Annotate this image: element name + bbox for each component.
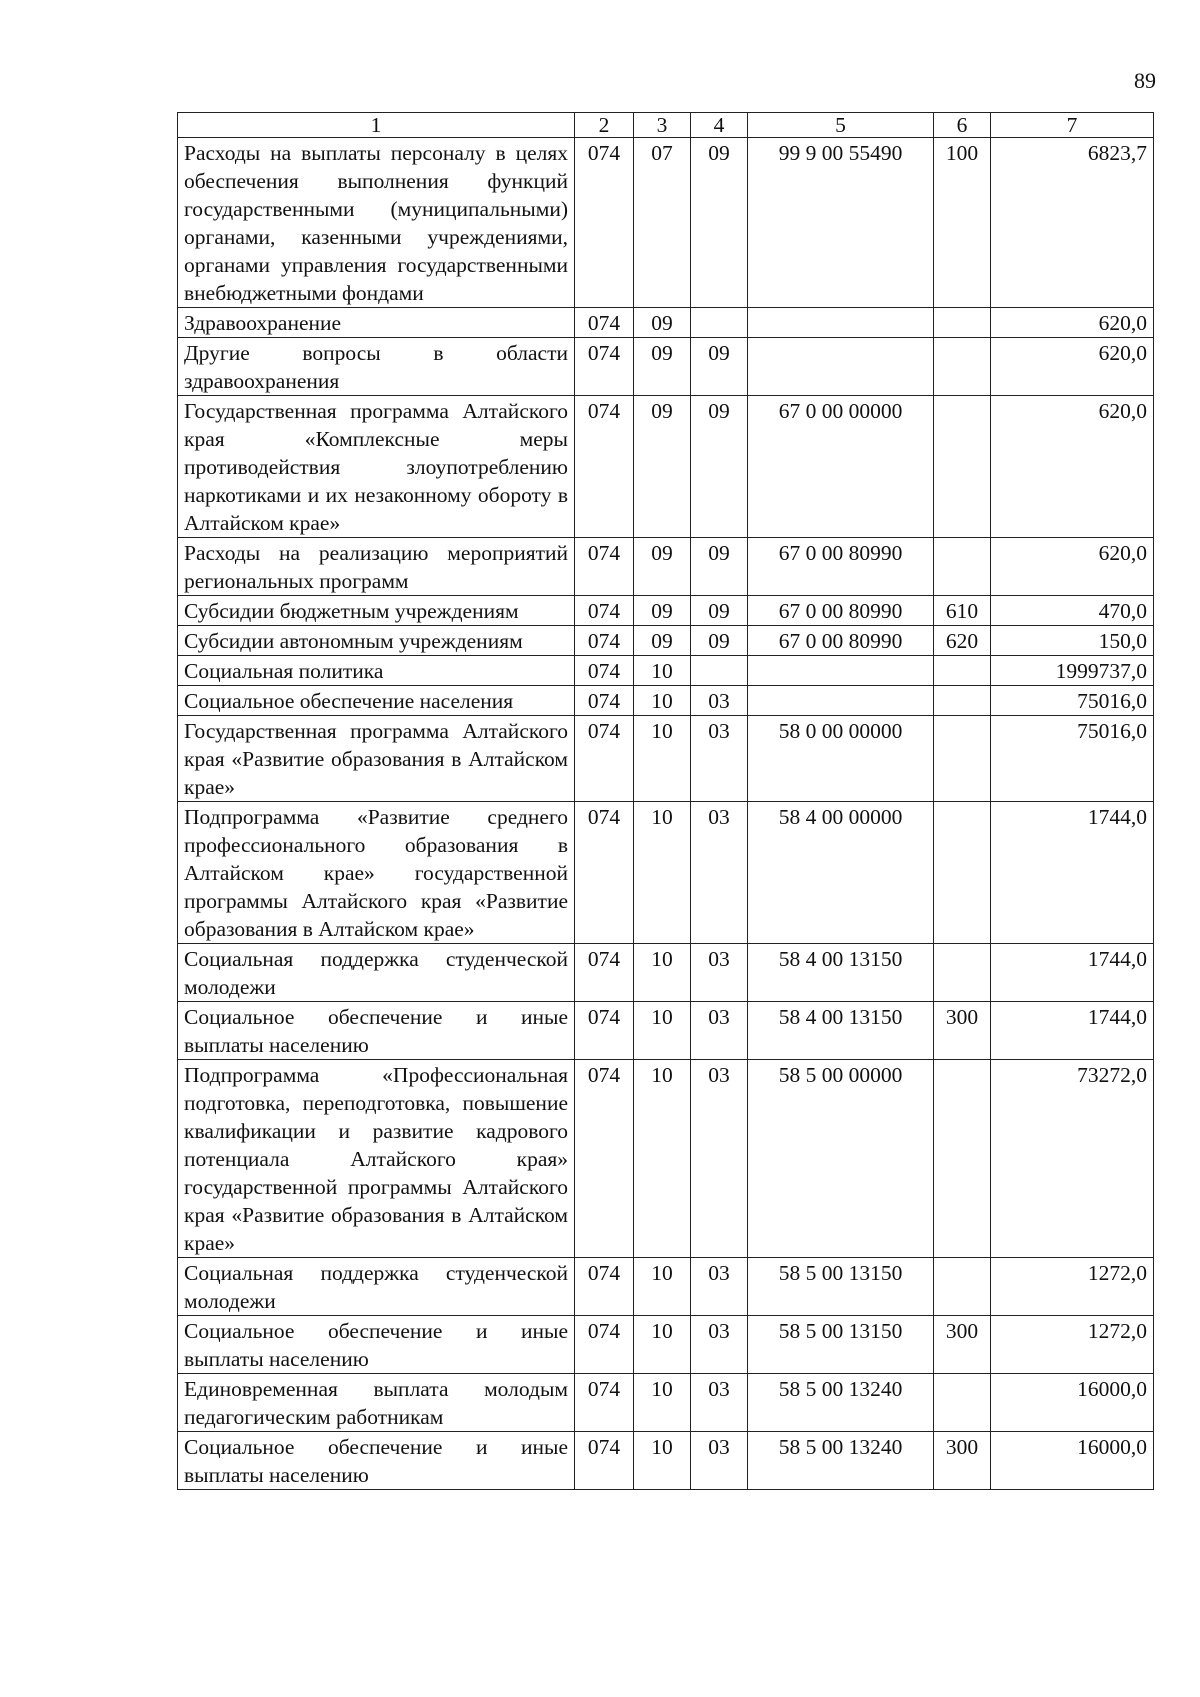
target-article-code: 58 5 00 13150 <box>748 1316 934 1374</box>
grbs-code: 074 <box>575 1432 634 1490</box>
header-cell: 4 <box>691 113 748 138</box>
expense-type-code <box>934 308 991 338</box>
table-row <box>178 538 1154 596</box>
section-code: 10 <box>634 1432 691 1490</box>
target-article-code: 58 4 00 00000 <box>748 802 934 944</box>
grbs-code: 074 <box>575 1316 634 1374</box>
grbs-code: 074 <box>575 138 634 308</box>
expense-name: Социальная поддержка студенческой молодежи <box>178 944 575 1002</box>
table-row <box>178 1060 1154 1258</box>
expense-name: Расходы на выплаты персоналу в целях обеспечения выполнения функций государственными (муниципальными) органами, казенными учреждениями, органами управления государственными внебюджетными фондами <box>178 138 575 308</box>
target-article-code: 67 0 00 80990 <box>748 626 934 656</box>
grbs-code: 074 <box>575 1060 634 1258</box>
grbs-code: 074 <box>575 396 634 538</box>
expense-name: Социальное обеспечение и иные выплаты населению <box>178 1432 575 1490</box>
table-row <box>178 138 1154 308</box>
header-row <box>178 113 1154 138</box>
amount: 470,0 <box>991 596 1154 626</box>
target-article-code: 58 5 00 13150 <box>748 1258 934 1316</box>
expense-type-code: 100 <box>934 138 991 308</box>
target-article-code <box>748 308 934 338</box>
target-article-code: 67 0 00 00000 <box>748 396 934 538</box>
section-code: 09 <box>634 308 691 338</box>
header-cell: 6 <box>934 113 991 138</box>
subsection-code: 09 <box>691 138 748 308</box>
section-code: 10 <box>634 944 691 1002</box>
subsection-code: 09 <box>691 538 748 596</box>
amount: 150,0 <box>991 626 1154 656</box>
amount: 1744,0 <box>991 944 1154 1002</box>
expense-name: Государственная программа Алтайского края «Комплексные меры противодействия злоупотреблению наркотиками и их незаконному обороту в Алтайском крае» <box>178 396 575 538</box>
expense-type-code <box>934 686 991 716</box>
amount: 620,0 <box>991 308 1154 338</box>
subsection-code: 03 <box>691 1316 748 1374</box>
table-row <box>178 308 1154 338</box>
subsection-code: 03 <box>691 1002 748 1060</box>
grbs-code: 074 <box>575 686 634 716</box>
expense-name: Субсидии автономным учреждениям <box>178 626 575 656</box>
table-row <box>178 1316 1154 1374</box>
expense-type-code <box>934 802 991 944</box>
subsection-code: 03 <box>691 1060 748 1258</box>
amount: 1272,0 <box>991 1258 1154 1316</box>
section-code: 10 <box>634 1060 691 1258</box>
subsection-code <box>691 656 748 686</box>
section-code: 09 <box>634 538 691 596</box>
expense-name: Подпрограмма «Развитие среднего профессионального образования в Алтайском крае» государственной программы Алтайского края «Развитие образования в Алтайском крае» <box>178 802 575 944</box>
table-row <box>178 656 1154 686</box>
expense-type-code <box>934 1060 991 1258</box>
header-cell: 5 <box>748 113 934 138</box>
target-article-code <box>748 338 934 396</box>
table-row <box>178 1258 1154 1316</box>
header-cell: 3 <box>634 113 691 138</box>
grbs-code: 074 <box>575 626 634 656</box>
expense-type-code: 620 <box>934 626 991 656</box>
expense-name: Государственная программа Алтайского края «Развитие образования в Алтайском крае» <box>178 716 575 802</box>
expense-name: Социальная политика <box>178 656 575 686</box>
table-row <box>178 1374 1154 1432</box>
expense-name: Социальное обеспечение населения <box>178 686 575 716</box>
expense-type-code: 300 <box>934 1316 991 1374</box>
header-cell: 7 <box>991 113 1154 138</box>
expense-type-code <box>934 944 991 1002</box>
target-article-code: 58 0 00 00000 <box>748 716 934 802</box>
subsection-code: 03 <box>691 802 748 944</box>
subsection-code: 03 <box>691 1258 748 1316</box>
grbs-code: 074 <box>575 1374 634 1432</box>
section-code: 10 <box>634 1316 691 1374</box>
amount: 16000,0 <box>991 1432 1154 1490</box>
target-article-code: 58 4 00 13150 <box>748 1002 934 1060</box>
expense-type-code <box>934 716 991 802</box>
section-code: 10 <box>634 686 691 716</box>
amount: 620,0 <box>991 396 1154 538</box>
expense-type-code <box>934 1374 991 1432</box>
grbs-code: 074 <box>575 944 634 1002</box>
amount: 6823,7 <box>991 138 1154 308</box>
grbs-code: 074 <box>575 338 634 396</box>
expense-name: Социальное обеспечение и иные выплаты населению <box>178 1316 575 1374</box>
grbs-code: 074 <box>575 1002 634 1060</box>
subsection-code: 03 <box>691 944 748 1002</box>
table-row <box>178 596 1154 626</box>
grbs-code: 074 <box>575 308 634 338</box>
subsection-code: 03 <box>691 716 748 802</box>
amount: 1272,0 <box>991 1316 1154 1374</box>
expense-type-code: 300 <box>934 1432 991 1490</box>
section-code: 10 <box>634 716 691 802</box>
table-row <box>178 802 1154 944</box>
expense-type-code <box>934 1258 991 1316</box>
grbs-code: 074 <box>575 1258 634 1316</box>
section-code: 10 <box>634 656 691 686</box>
expense-name: Расходы на реализацию мероприятий региональных программ <box>178 538 575 596</box>
header-cell: 1 <box>178 113 575 138</box>
expense-name: Другие вопросы в области здравоохранения <box>178 338 575 396</box>
table-body <box>178 138 1154 1490</box>
amount: 75016,0 <box>991 686 1154 716</box>
section-code: 09 <box>634 626 691 656</box>
grbs-code: 074 <box>575 716 634 802</box>
section-code: 10 <box>634 1374 691 1432</box>
table-row <box>178 716 1154 802</box>
table-row <box>178 626 1154 656</box>
expense-type-code: 610 <box>934 596 991 626</box>
table-row <box>178 1432 1154 1490</box>
expense-name: Здравоохранение <box>178 308 575 338</box>
section-code: 09 <box>634 338 691 396</box>
subsection-code: 03 <box>691 686 748 716</box>
amount: 620,0 <box>991 538 1154 596</box>
expense-type-code <box>934 338 991 396</box>
target-article-code <box>748 686 934 716</box>
target-article-code <box>748 656 934 686</box>
amount: 1744,0 <box>991 1002 1154 1060</box>
expense-name: Подпрограмма «Профессиональная подготовка, переподготовка, повышение квалификации и развитие кадрового потенциала Алтайского края» государственной программы Алтайского края «Развитие образования в Алтайском крае» <box>178 1060 575 1258</box>
table-row <box>178 396 1154 538</box>
subsection-code: 03 <box>691 1374 748 1432</box>
table-row <box>178 338 1154 396</box>
target-article-code: 58 4 00 13150 <box>748 944 934 1002</box>
section-code: 07 <box>634 138 691 308</box>
table-header <box>178 113 1154 138</box>
page-number: 89 <box>1134 68 1156 93</box>
section-code: 09 <box>634 596 691 626</box>
section-code: 09 <box>634 396 691 538</box>
expense-type-code: 300 <box>934 1002 991 1060</box>
subsection-code: 09 <box>691 338 748 396</box>
budget-table <box>177 112 1154 1490</box>
subsection-code: 09 <box>691 596 748 626</box>
amount: 1744,0 <box>991 802 1154 944</box>
target-article-code: 58 5 00 13240 <box>748 1432 934 1490</box>
grbs-code: 074 <box>575 596 634 626</box>
section-code: 10 <box>634 1002 691 1060</box>
expense-type-code <box>934 538 991 596</box>
header-cell: 2 <box>575 113 634 138</box>
expense-name: Социальная поддержка студенческой молодежи <box>178 1258 575 1316</box>
subsection-code: 03 <box>691 1432 748 1490</box>
section-code: 10 <box>634 1258 691 1316</box>
expense-type-code <box>934 396 991 538</box>
table-row <box>178 1002 1154 1060</box>
amount: 75016,0 <box>991 716 1154 802</box>
table-row <box>178 944 1154 1002</box>
expense-name: Единовременная выплата молодым педагогическим работникам <box>178 1374 575 1432</box>
grbs-code: 074 <box>575 802 634 944</box>
subsection-code <box>691 308 748 338</box>
expense-type-code <box>934 656 991 686</box>
amount: 73272,0 <box>991 1060 1154 1258</box>
amount: 1999737,0 <box>991 656 1154 686</box>
subsection-code: 09 <box>691 626 748 656</box>
amount: 16000,0 <box>991 1374 1154 1432</box>
amount: 620,0 <box>991 338 1154 396</box>
target-article-code: 99 9 00 55490 <box>748 138 934 308</box>
target-article-code: 67 0 00 80990 <box>748 596 934 626</box>
subsection-code: 09 <box>691 396 748 538</box>
target-article-code: 58 5 00 13240 <box>748 1374 934 1432</box>
grbs-code: 074 <box>575 656 634 686</box>
expense-name: Социальное обеспечение и иные выплаты населению <box>178 1002 575 1060</box>
grbs-code: 074 <box>575 538 634 596</box>
expense-name: Субсидии бюджетным учреждениям <box>178 596 575 626</box>
table-row <box>178 686 1154 716</box>
target-article-code: 67 0 00 80990 <box>748 538 934 596</box>
target-article-code: 58 5 00 00000 <box>748 1060 934 1258</box>
section-code: 10 <box>634 802 691 944</box>
